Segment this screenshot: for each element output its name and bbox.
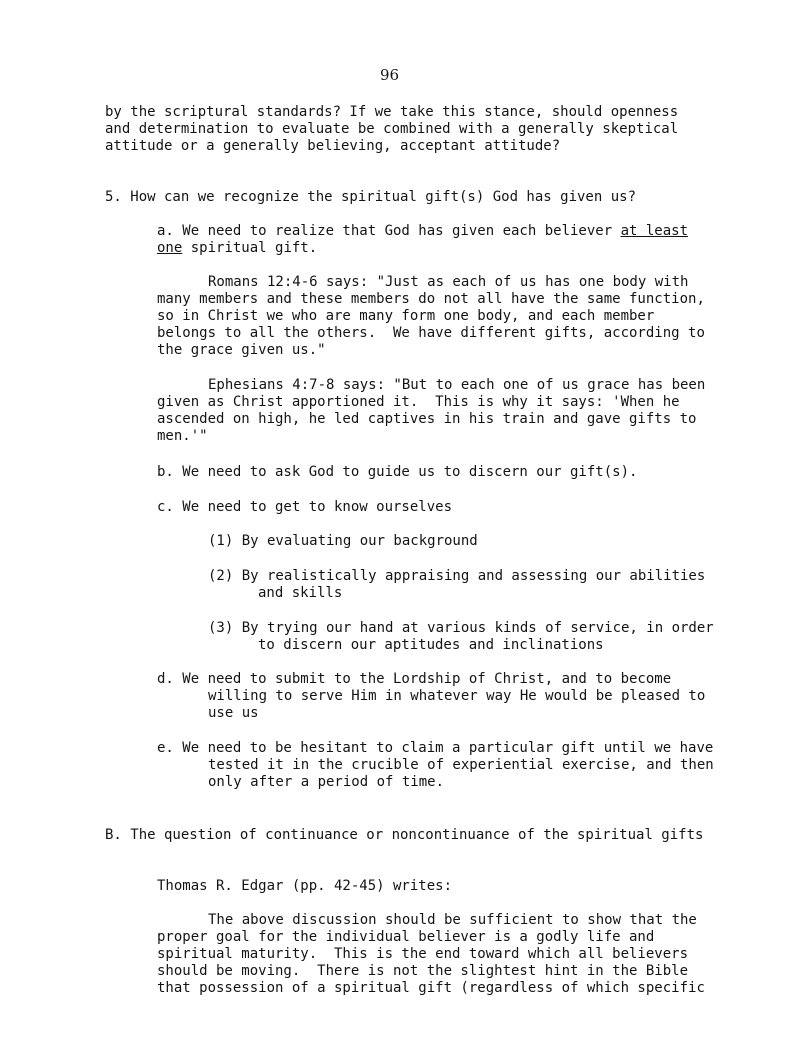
item-c: c. We need to get to know ourselves <box>157 499 453 515</box>
item-d-line: use us <box>208 705 259 721</box>
item-d-line: d. We need to submit to the Lordship of Christ, and to become <box>157 671 672 687</box>
item-b: b. We need to ask God to guide us to discern our gift(s). <box>157 464 638 480</box>
romans-quote-line: many members and these members do not all have the same function, <box>157 291 705 307</box>
ephesians-quote-line: Ephesians 4:7-8 says: "But to each one of us grace has been <box>208 377 706 393</box>
emphasis-one: one <box>157 240 183 256</box>
item-c1: (1) By evaluating our background <box>208 533 478 549</box>
item-e-line: only after a period of time. <box>208 774 445 790</box>
question-5: 5. How can we recognize the spiritual gift(s) God has given us? <box>105 189 637 205</box>
edgar-quote-line: that possession of a spiritual gift (regardless of which specific <box>157 980 705 996</box>
edgar-quote-line: The above discussion should be sufficient to show that the <box>208 912 697 928</box>
item-a-line <box>157 223 688 240</box>
intro-line: attitude or a generally believing, acceptant attitude? <box>105 138 561 154</box>
romans-quote-line: the grace given us." <box>157 342 326 358</box>
item-e-line: tested it in the crucible of experiential exercise, and then <box>208 757 714 773</box>
intro-line: by the scriptural standards? If we take this stance, should openness <box>105 104 679 120</box>
page-number: 96 <box>380 66 400 84</box>
ephesians-quote-line: men.'" <box>157 428 208 444</box>
edgar-quote-line: should be moving. There is not the slightest hint in the Bible <box>157 963 689 979</box>
romans-quote-line: so in Christ we who are many form one body, and each member <box>157 308 655 324</box>
section-b-heading: B. The question of continuance or noncontinuance of the spiritual gifts <box>105 827 704 843</box>
edgar-intro: Thomas R. Edgar (pp. 42-45) writes: <box>157 878 453 894</box>
item-c3-line: to discern our aptitudes and inclinations <box>258 637 604 653</box>
item-c2-line: and skills <box>258 585 343 601</box>
item-a-text: spiritual gift. <box>182 240 318 256</box>
item-a-line <box>157 240 317 257</box>
item-c2-line: (2) By realistically appraising and assessing our abilities <box>208 568 706 584</box>
intro-line: and determination to evaluate be combined with a generally skeptical <box>105 121 679 137</box>
item-a-text: a. We need to realize that God has given each believer <box>157 223 621 239</box>
romans-quote-line: belongs to all the others. We have different gifts, according to <box>157 325 705 341</box>
edgar-quote-line: proper goal for the individual believer is a godly life and <box>157 929 655 945</box>
ephesians-quote-line: ascended on high, he led captives in his train and gave gifts to <box>157 411 697 427</box>
ephesians-quote-line: given as Christ apportioned it. This is why it says: 'When he <box>157 394 680 410</box>
item-d-line: willing to serve Him in whatever way He would be pleased to <box>208 688 706 704</box>
romans-quote-line: Romans 12:4-6 says: "Just as each of us has one body with <box>208 274 689 290</box>
edgar-quote-line: spiritual maturity. This is the end toward which all believers <box>157 946 689 962</box>
item-c3-line: (3) By trying our hand at various kinds of service, in order <box>208 620 714 636</box>
item-e-line: e. We need to be hesitant to claim a particular gift until we have <box>157 740 714 756</box>
emphasis-at-least: at least <box>620 223 689 239</box>
